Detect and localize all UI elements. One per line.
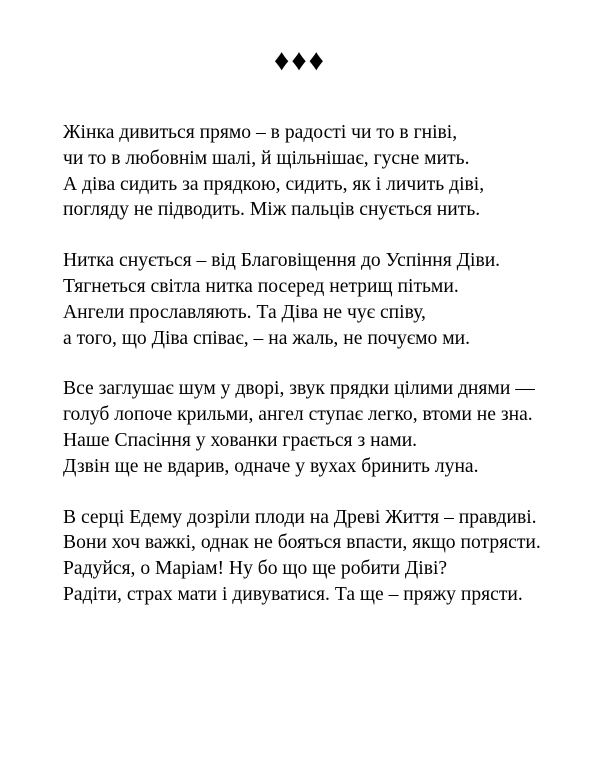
ornament-diamonds: ♦♦♦ (274, 44, 326, 77)
poem-line: Радуйся, о Маріам! Ну бо що ще робити Діві? (63, 558, 448, 580)
poem-line: Тягнеться світла нитка посеред нетрищ пітьми. (63, 275, 459, 297)
poem-line: В серці Едему дозріли плоди на Древі Життя – правдиві. (63, 506, 537, 528)
poem-line: Нитка снується – від Благовіщення до Успіння Діви. (63, 250, 501, 272)
poem-line: А діва сидить за прядкою, сидить, як і личить діві, (63, 173, 485, 195)
stanza-3 (63, 376, 583, 479)
poem-line: Наше Спасіння у хованки грається з нами. (63, 429, 418, 451)
poem-line: Жінка дивиться прямо – в радості чи то в гніві, (63, 122, 458, 143)
poem-line: голуб лопоче крильми, ангел ступає легко, втоми не зна. (63, 404, 533, 426)
poem-line: Радіти, страх мати і дивуватися. Та ще – пряжу прясти. (63, 583, 523, 605)
poem (63, 120, 583, 633)
poem-line: чи то в любовнім шалі, й щільнішає, гусне мить. (63, 147, 470, 169)
stanza-4 (63, 505, 583, 608)
stanza-1 (63, 120, 583, 223)
poem-line: Вони хоч важкі, однак не бояться впасти, якщо потрясти. (63, 532, 541, 554)
stanza-2 (63, 248, 583, 351)
poem-line: а того, що Діва співає, – на жаль, не почуємо ми. (63, 327, 471, 349)
poem-line: Дзвін ще не вдарив, одначе у вухах бринить луна. (63, 455, 479, 477)
poem-line: Все заглушає шум у дворі, звук прядки цілими днями — (63, 378, 535, 400)
poem-line: Ангели прославляють. Та Діва не чує співу, (63, 301, 426, 323)
poem-line: погляду не підводить. Між пальців снується нить. (63, 199, 481, 221)
